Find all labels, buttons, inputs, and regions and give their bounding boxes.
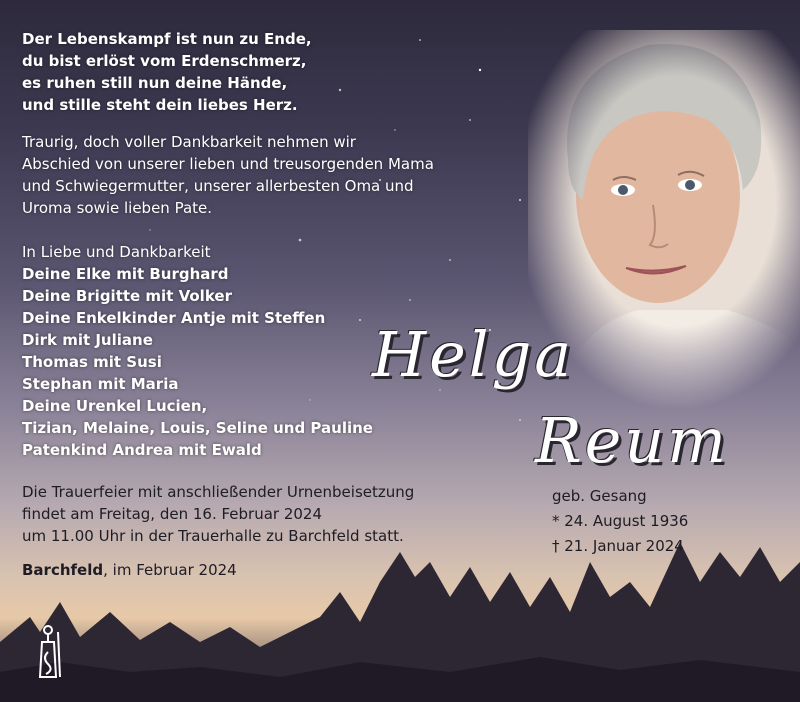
mourner-line: Deine Brigitte mit Volker — [22, 287, 232, 305]
poem-line: du bist erlöst vom Erdenschmerz, — [22, 52, 307, 70]
poem-line: und stille steht dein liebes Herz. — [22, 96, 298, 114]
intro-line: Uroma sowie lieben Pate. — [22, 199, 213, 217]
place-date: , im Februar 2024 — [103, 561, 237, 579]
death-date: † 21. Januar 2024 — [552, 537, 684, 555]
mourner-line: Dirk mit Juliane — [22, 331, 153, 349]
funeral-home-logo — [34, 622, 74, 682]
place-and-date — [22, 559, 237, 581]
life-dates — [552, 484, 688, 559]
mourners-list — [22, 241, 373, 461]
first-name: Helga — [372, 318, 575, 391]
poem-line: es ruhen still nun deine Hände, — [22, 74, 288, 92]
place-town: Barchfeld — [22, 561, 104, 579]
mourner-line: Patenkind Andrea mit Ewald — [22, 441, 262, 459]
ceremony-info — [22, 481, 414, 547]
poem — [22, 28, 312, 116]
ceremony-line: Die Trauerfeier mit anschließender Urnenbeisetzung — [22, 483, 415, 501]
poem-line: Der Lebenskampf ist nun zu Ende, — [22, 30, 312, 48]
mourner-line: Deine Elke mit Burghard — [22, 265, 229, 283]
intro-line: Abschied von unserer lieben und treusorgenden Mama — [22, 155, 434, 173]
intro-line: Traurig, doch voller Dankbarkeit nehmen wir — [22, 133, 356, 151]
mourners-lead: In Liebe und Dankbarkeit — [22, 243, 211, 261]
ceremony-line: um 11.00 Uhr in der Trauerhalle zu Barchfeld statt. — [22, 527, 404, 545]
birth-name: geb. Gesang — [552, 487, 647, 505]
mourner-line: Deine Enkelkinder Antje mit Steffen — [22, 309, 326, 327]
last-name: Reum — [535, 404, 730, 477]
mourner-line: Stephan mit Maria — [22, 375, 179, 393]
birth-date: * 24. August 1936 — [552, 512, 689, 530]
farewell-message — [22, 131, 434, 219]
intro-line: und Schwiegermutter, unserer allerbesten Oma und — [22, 177, 414, 195]
mourner-line: Thomas mit Susi — [22, 353, 162, 371]
ceremony-line: findet am Freitag, den 16. Februar 2024 — [22, 505, 323, 523]
mourner-line: Deine Urenkel Lucien, — [22, 397, 208, 415]
mourner-line: Tizian, Melaine, Louis, Seline und Pauline — [22, 419, 373, 437]
